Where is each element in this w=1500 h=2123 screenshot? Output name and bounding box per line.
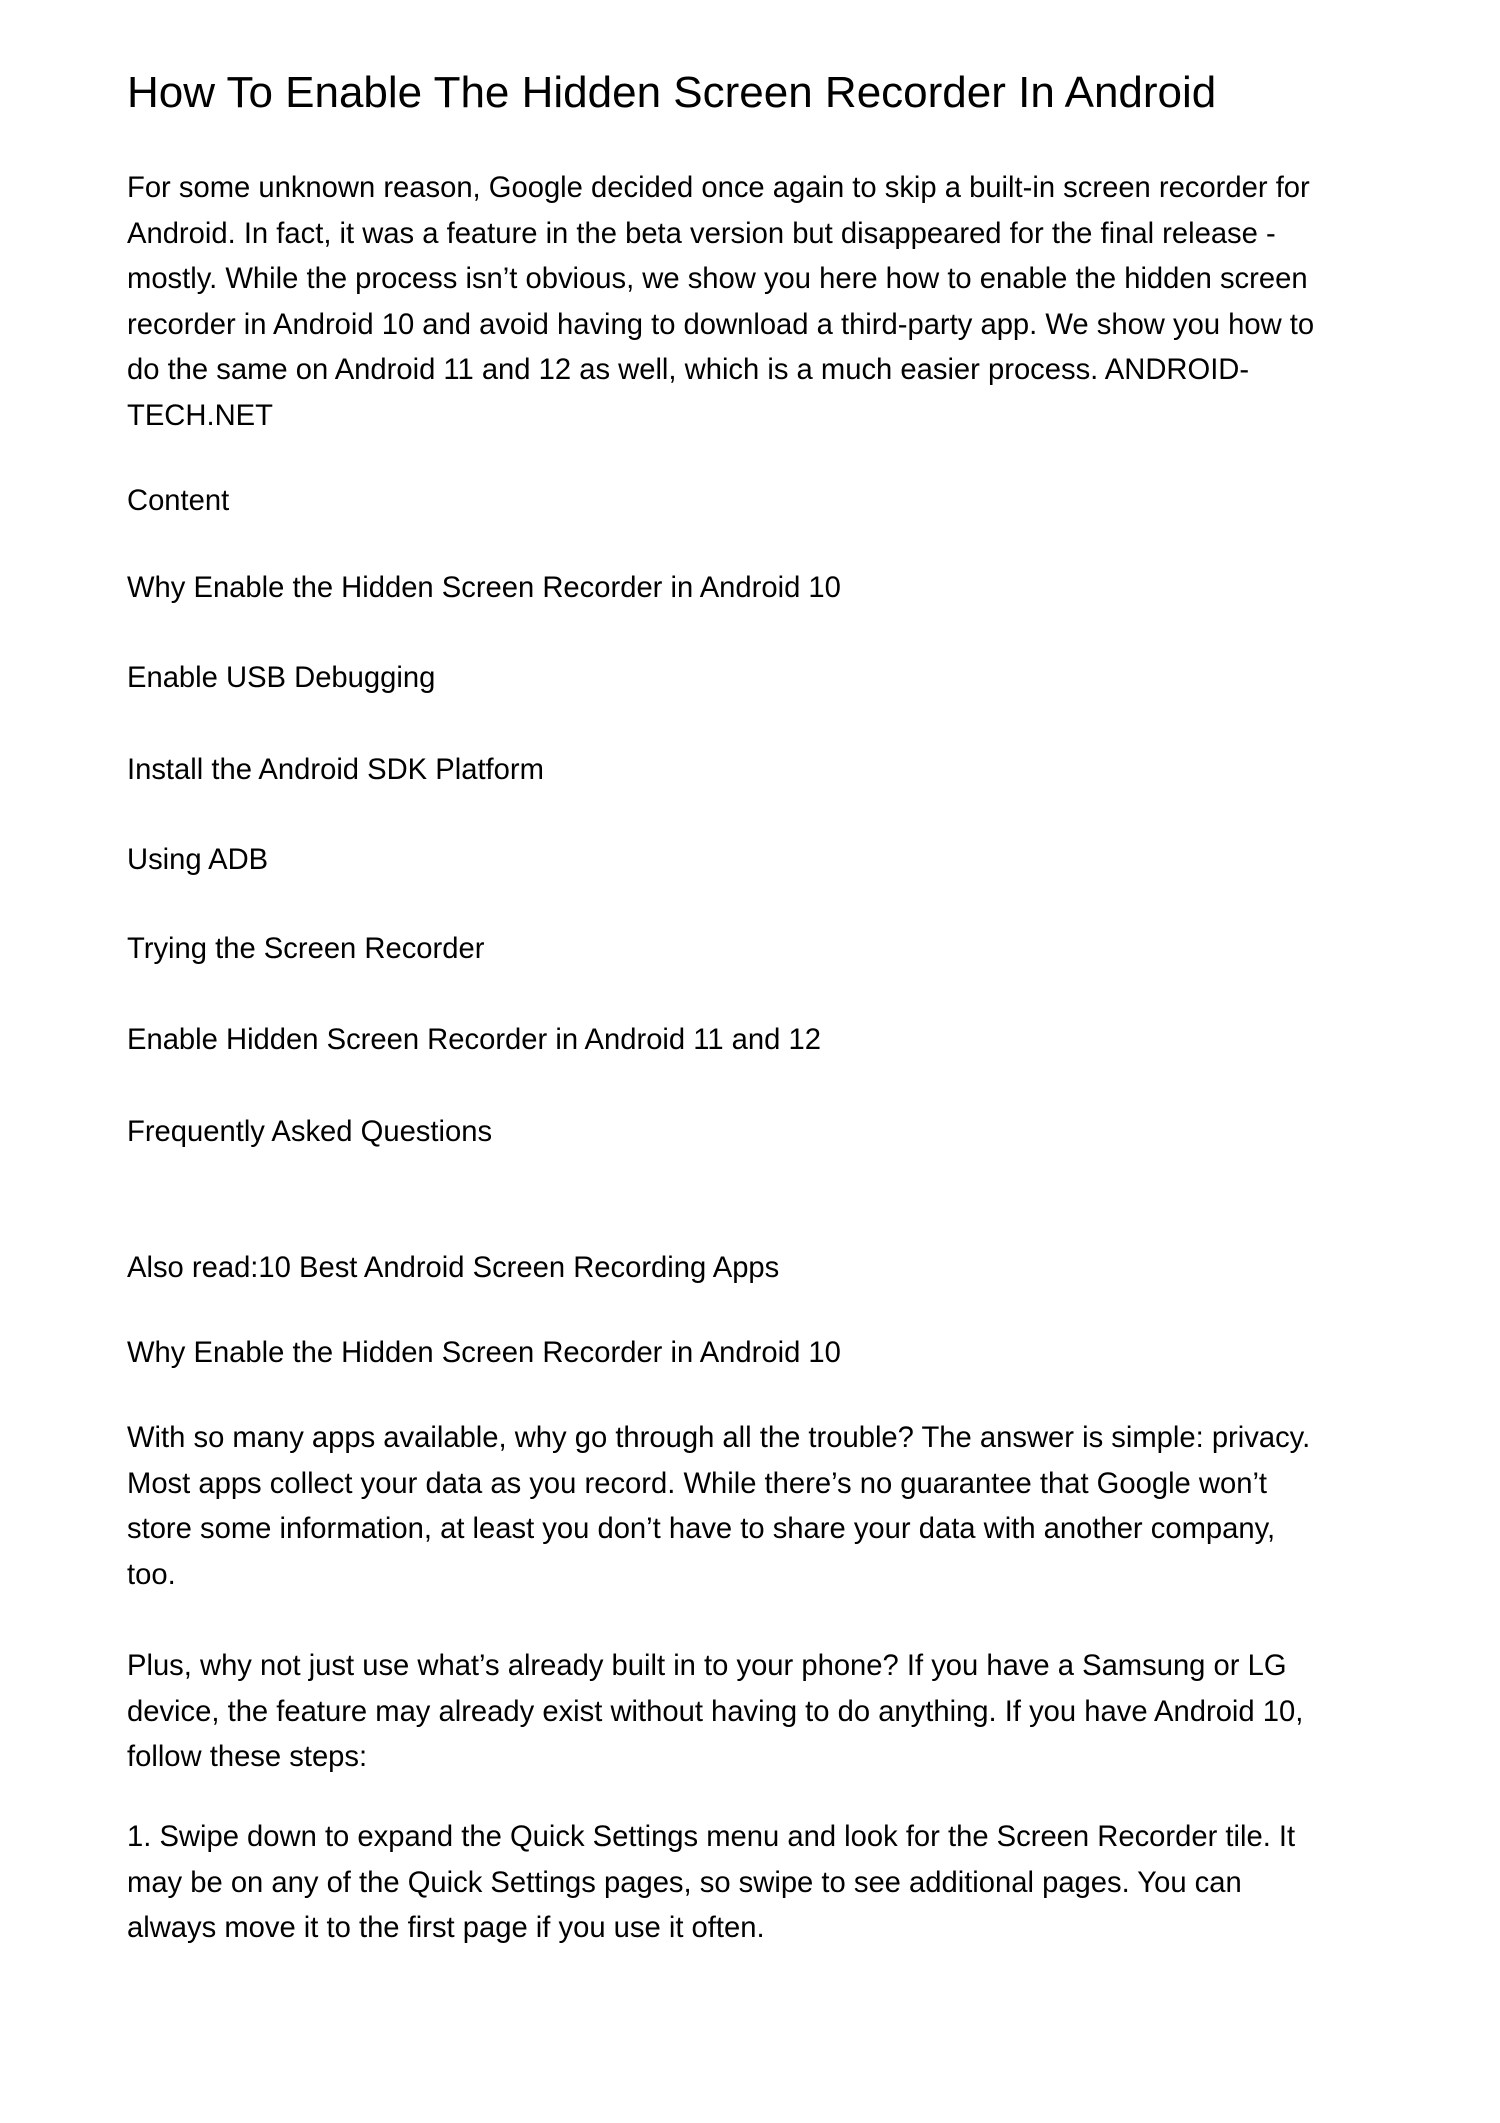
text-line: device, the feature may already exist without having to do anything. If you have Android 10, (127, 1695, 1304, 1728)
text-line: Android. In fact, it was a feature in the beta version but disappeared for the final release - (127, 217, 1276, 250)
toc-item-usb-debugging[interactable] (127, 656, 435, 702)
toc-link[interactable]: Enable Hidden Screen Recorder in Android 11 and 12 (127, 1024, 821, 1056)
text-line: With so many apps available, why go through all the trouble? The answer is simple: privacy. (127, 1422, 1311, 1454)
toc-link[interactable]: Using ADB (127, 844, 269, 876)
paragraph-privacy (127, 1416, 1310, 1598)
toc-label: Content (127, 485, 230, 517)
toc-link[interactable]: Why Enable the Hidden Screen Recorder in Android 10 (127, 572, 841, 604)
toc-item-using-adb[interactable] (127, 838, 268, 884)
toc-item-install-sdk[interactable] (127, 748, 544, 794)
toc-item-trying-recorder[interactable] (127, 927, 484, 973)
toc-item-faq[interactable] (127, 1110, 492, 1156)
paragraph-built-in (127, 1644, 1303, 1781)
toc-item-why-enable[interactable] (127, 566, 841, 612)
text-line: mostly. While the process isn’t obvious, we show you here how to enable the hidden screen (127, 263, 1308, 296)
text-line: do the same on Android 11 and 12 as well, which is a much easier process. ANDROID- (127, 354, 1250, 387)
text-line: TECH.NET (127, 399, 273, 432)
text-line: follow these steps: (127, 1741, 368, 1774)
page-title: How To Enable The Hidden Screen Recorder In Android (127, 68, 1217, 117)
section-heading: Why Enable the Hidden Screen Recorder in Android 10 (127, 1337, 841, 1369)
toc-link[interactable]: Install the Android SDK Platform (127, 754, 544, 786)
toc-link[interactable]: Enable USB Debugging (127, 662, 436, 694)
text-line: Most apps collect your data as you record. While there’s no guarantee that Google won’t (127, 1467, 1268, 1500)
text-line: For some unknown reason, Google decided once again to skip a built-in screen recorder for (127, 172, 1310, 204)
text-line: always move it to the first page if you use it often. (127, 1912, 765, 1945)
text-line: too. (127, 1558, 176, 1591)
also-read-link[interactable]: Also read:10 Best Android Screen Recording Apps (127, 1252, 780, 1284)
text-line: store some information, at least you don’t have to share your data with another company, (127, 1513, 1276, 1546)
text-line: Plus, why not just use what’s already built in to your phone? If you have a Samsung or LG (127, 1650, 1287, 1682)
toc-item-android-11-12[interactable] (127, 1018, 821, 1064)
intro-paragraph (127, 166, 1314, 440)
text-line: 1. Swipe down to expand the Quick Settings menu and look for the Screen Recorder tile. It (127, 1821, 1296, 1853)
text-line: recorder in Android 10 and avoid having to download a third-party app. We show you how to (127, 308, 1315, 341)
toc-link[interactable]: Trying the Screen Recorder (127, 933, 485, 965)
toc-link[interactable]: Frequently Asked Questions (127, 1116, 493, 1148)
text-line: may be on any of the Quick Settings pages, so swipe to see additional pages. You can (127, 1866, 1242, 1899)
paragraph-step-1 (127, 1815, 1295, 1952)
